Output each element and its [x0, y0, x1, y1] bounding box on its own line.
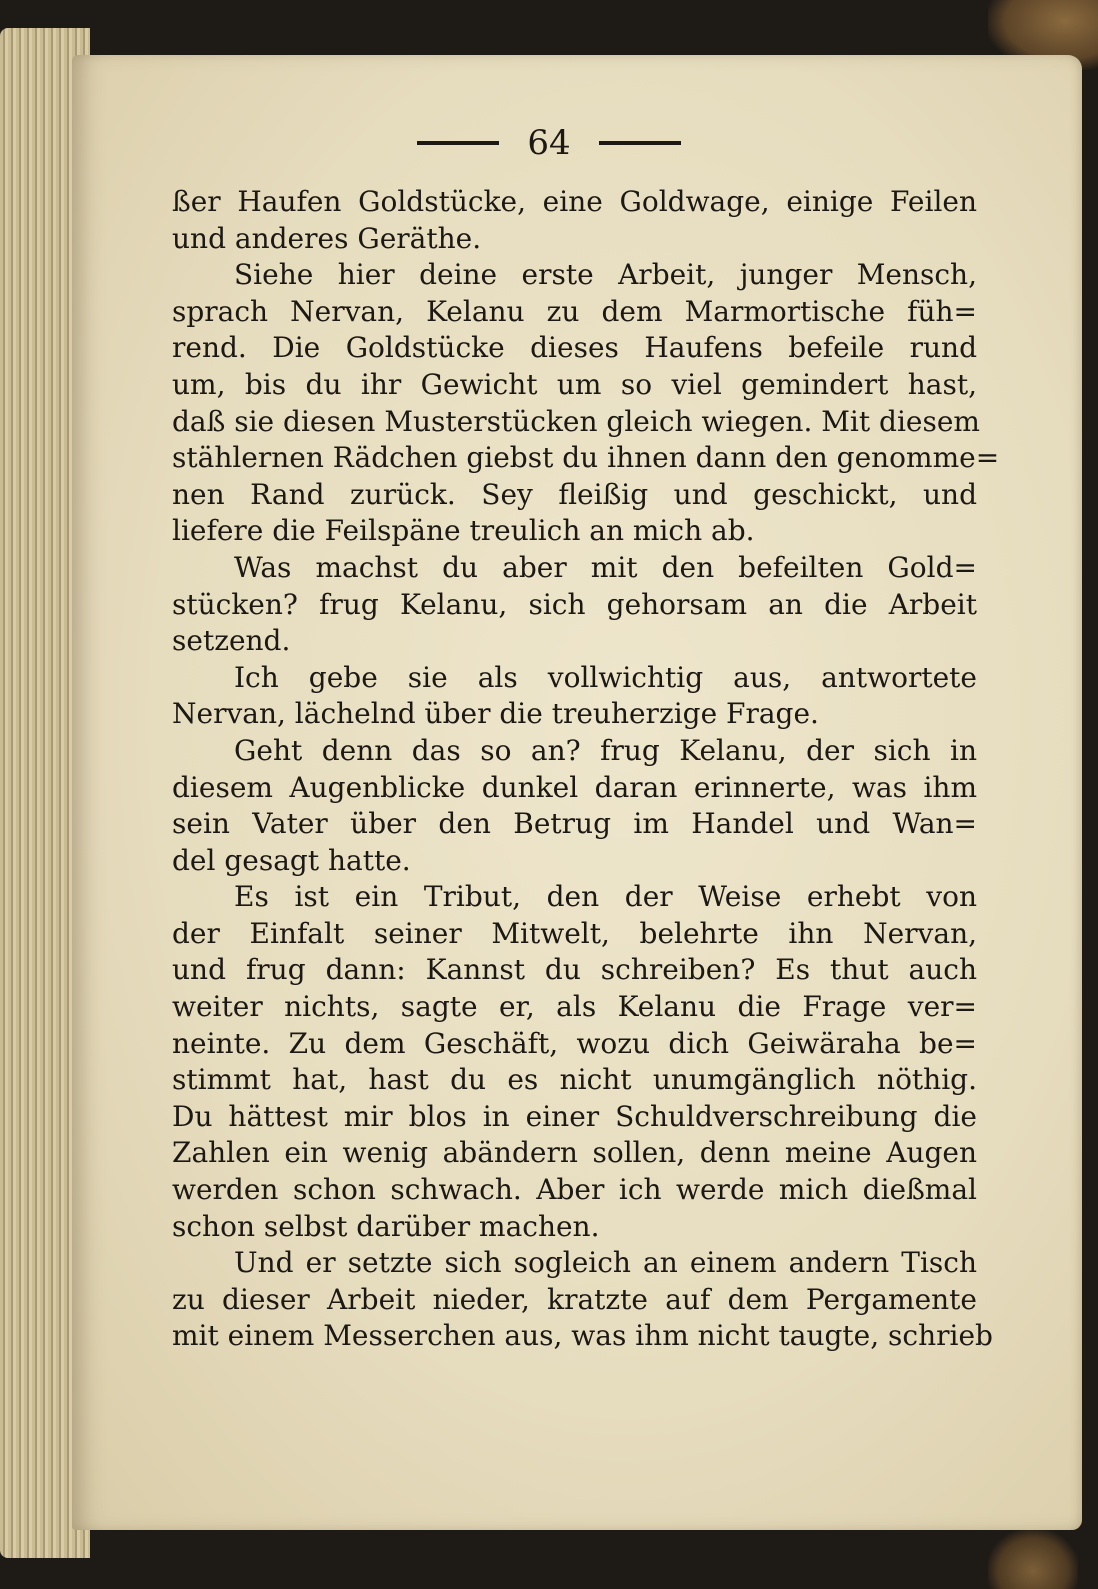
- text-line: mit einem Messerchen aus, was ihm nicht taugte, schrieb: [172, 1319, 993, 1353]
- text-line: stimmt hat, hast du es nicht unumgänglich nöthig.: [172, 1063, 977, 1097]
- paragraph: [172, 660, 977, 733]
- paragraph: [172, 879, 977, 1245]
- text-line: Zahlen ein wenig abändern sollen, denn meine Augen: [172, 1136, 977, 1170]
- worn-corner-bottom: [988, 1529, 1078, 1589]
- text-line: liefere die Feilspäne treulich an mich ab.: [172, 514, 755, 548]
- paragraph: [172, 1245, 993, 1355]
- text-line: zu dieser Arbeit nieder, kratzte auf dem Pergamente: [172, 1282, 977, 1316]
- header-rule-right: [599, 141, 681, 145]
- page-number: 64: [527, 123, 571, 163]
- text-line: werden schon schwach. Aber ich werde mich dießmal: [172, 1173, 977, 1207]
- text-line: neinte. Zu dem Geschäft, wozu dich Geiwäraha be=: [172, 1026, 977, 1060]
- text-line: schon selbst darüber machen.: [172, 1209, 600, 1243]
- text-line: daß sie diesen Musterstücken gleich wiegen. Mit diesem: [172, 404, 980, 438]
- text-line: Siehe hier deine erste Arbeit, junger Mensch,: [234, 258, 977, 292]
- text-line: ßer Haufen Goldstücke, eine Goldwage, einige Feilen: [172, 185, 977, 218]
- text-line: um, bis du ihr Gewicht um so viel gemindert hast,: [172, 367, 977, 401]
- text-line: sein Vater über den Betrug im Handel und Wan=: [172, 807, 977, 841]
- text-line: nen Rand zurück. Sey fleißig und geschickt, und: [172, 477, 977, 511]
- text-line: diesem Augenblicke dunkel daran erinnerte, was ihm: [172, 770, 977, 804]
- text-line: Nervan, lächelnd über die treuherzige Frage.: [172, 697, 819, 731]
- text-line: Es ist ein Tribut, den der Weise erhebt von: [234, 880, 977, 914]
- header-rule-left: [417, 141, 499, 145]
- text-line: Und er setzte sich sogleich an einem andern Tisch: [234, 1246, 977, 1280]
- paragraph: [172, 733, 977, 879]
- text-line: del gesagt hatte.: [172, 843, 411, 877]
- body-text: [172, 184, 1000, 1355]
- paragraph: [172, 257, 1000, 550]
- page-header: [0, 118, 1098, 168]
- text-line: setzend.: [172, 624, 291, 658]
- paragraph: [172, 184, 977, 257]
- text-line: stählernen Rädchen giebst du ihnen dann den genomme=: [172, 441, 1000, 475]
- paragraph: [172, 550, 977, 660]
- text-line: und frug dann: Kannst du schreiben? Es thut auch: [172, 953, 977, 987]
- text-line: Ich gebe sie als vollwichtig aus, antwortete: [234, 660, 977, 694]
- text-line: rend. Die Goldstücke dieses Haufens befeile rund: [172, 331, 977, 365]
- text-line: weiter nichts, sagte er, als Kelanu die Frage ver=: [172, 990, 977, 1024]
- text-line: Du hättest mir blos in einer Schuldverschreibung die: [172, 1099, 977, 1133]
- text-line: stücken? frug Kelanu, sich gehorsam an die Arbeit: [172, 587, 977, 621]
- text-line: der Einfalt seiner Mitwelt, belehrte ihn Nervan,: [172, 916, 977, 950]
- text-line: sprach Nervan, Kelanu zu dem Marmortische füh=: [172, 294, 977, 328]
- text-line: Geht denn das so an? frug Kelanu, der sich in: [234, 733, 977, 767]
- text-line: Was machst du aber mit den befeilten Gold=: [234, 550, 977, 584]
- text-line: und anderes Geräthe.: [172, 221, 482, 255]
